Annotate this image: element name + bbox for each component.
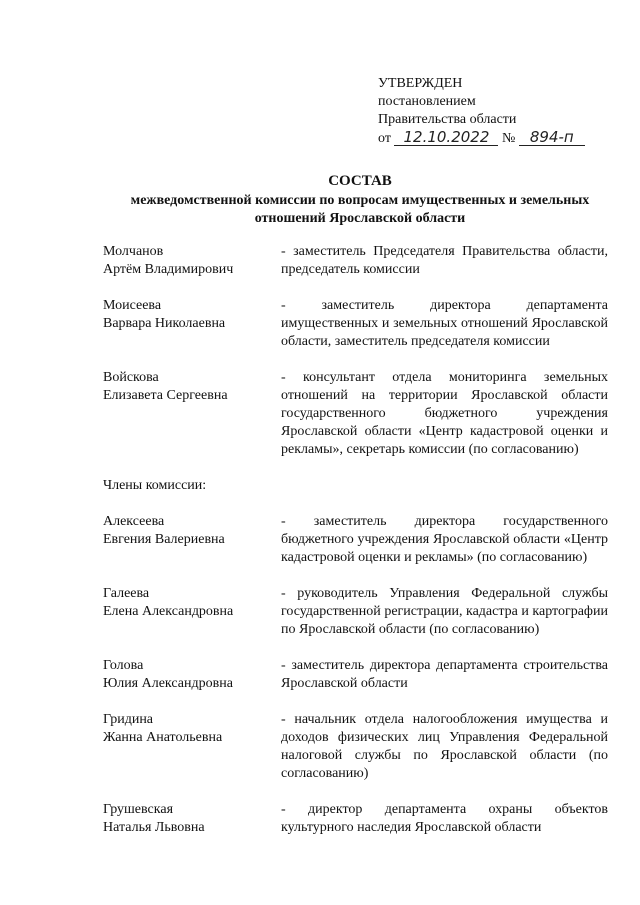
member-given-names: Артём Владимирович: [103, 262, 234, 277]
member-given-names: Евгения Валериевна: [103, 532, 225, 547]
member-entry: [103, 297, 608, 351]
member-name: [103, 711, 281, 783]
commission-list: [103, 243, 608, 837]
member-entry: [103, 369, 608, 459]
member-surname: Молчанов: [103, 244, 164, 259]
member-name: [103, 297, 281, 351]
number-prefix: №: [501, 131, 516, 146]
member-entry: [103, 585, 608, 639]
approval-date: 12.10.2022: [394, 129, 498, 146]
member-role: - заместитель директора государственного бюджетного учреждения Ярославской области «Центр кадастровой оценки и рекламы» (по согласованию): [281, 514, 608, 565]
approved-by-resolution: постановлением: [378, 94, 476, 109]
date-prefix: от: [378, 131, 391, 146]
member-given-names: Наталья Львовна: [103, 820, 205, 835]
member-entry: [103, 243, 608, 279]
member-name: [103, 585, 281, 639]
member-given-names: Юлия Александровна: [103, 676, 233, 691]
member-surname: Войскова: [103, 370, 159, 385]
member-role: - заместитель Председателя Правительства области, председатель комиссии: [281, 244, 608, 277]
member-role: - заместитель директора департамента имущественных и земельных отношений Ярославской области, заместитель председателя комиссии: [281, 298, 608, 349]
member-surname: Моисеева: [103, 298, 162, 313]
member-role: - начальник отдела налогообложения имущества и доходов физических лиц Управления Федеральной налоговой службы по Ярославской области (по согласованию): [281, 712, 608, 781]
document-title: [60, 172, 640, 228]
member-surname: Алексеева: [103, 514, 165, 529]
member-name: [103, 513, 281, 567]
member-surname: Галеева: [103, 586, 150, 601]
member-name: [103, 657, 281, 693]
member-given-names: Елена Александровна: [103, 604, 234, 619]
member-given-names: Варвара Николаевна: [103, 316, 226, 331]
approved-by-government: Правительства области: [378, 112, 517, 127]
member-entry: [103, 801, 608, 837]
member-entry: [103, 513, 608, 567]
approval-date-number: [378, 129, 628, 148]
member-entry: [103, 657, 608, 693]
member-role: - заместитель директора департамента строительства Ярославской области: [281, 658, 608, 691]
member-role: - руководитель Управления Федеральной службы государственной регистрации, кадастра и картографии по Ярославской области (по согласованию): [281, 586, 608, 637]
member-surname: Голова: [103, 658, 144, 673]
title-line-2: отношений Ярославской области: [254, 211, 466, 226]
section-label-members: Члены комиссии:: [103, 478, 207, 493]
member-entry: [103, 711, 608, 783]
member-name: [103, 369, 281, 459]
member-role: - консультант отдела мониторинга земельных отношений на территории Ярославской области государственного бюджетного учреждения Ярославской области «Центр кадастровой оценки и рекламы», секретарь комиссии (по согласованию): [281, 370, 608, 457]
member-name: [103, 243, 281, 279]
title-line-1: межведомственной комиссии по вопросам имущественных и земельных: [130, 193, 590, 208]
approval-number: 894-п: [519, 129, 585, 146]
member-given-names: Елизавета Сергеевна: [103, 388, 228, 403]
member-given-names: Жанна Анатольевна: [103, 730, 223, 745]
member-name: [103, 801, 281, 837]
approval-stamp: [378, 75, 628, 148]
member-role: - директор департамента охраны объектов культурного наследия Ярославской области: [281, 802, 608, 835]
title-main: СОСТАВ: [328, 173, 392, 189]
member-surname: Грушевская: [103, 802, 174, 817]
approved-label: УТВЕРЖДЕН: [378, 76, 463, 91]
member-surname: Гридина: [103, 712, 154, 727]
